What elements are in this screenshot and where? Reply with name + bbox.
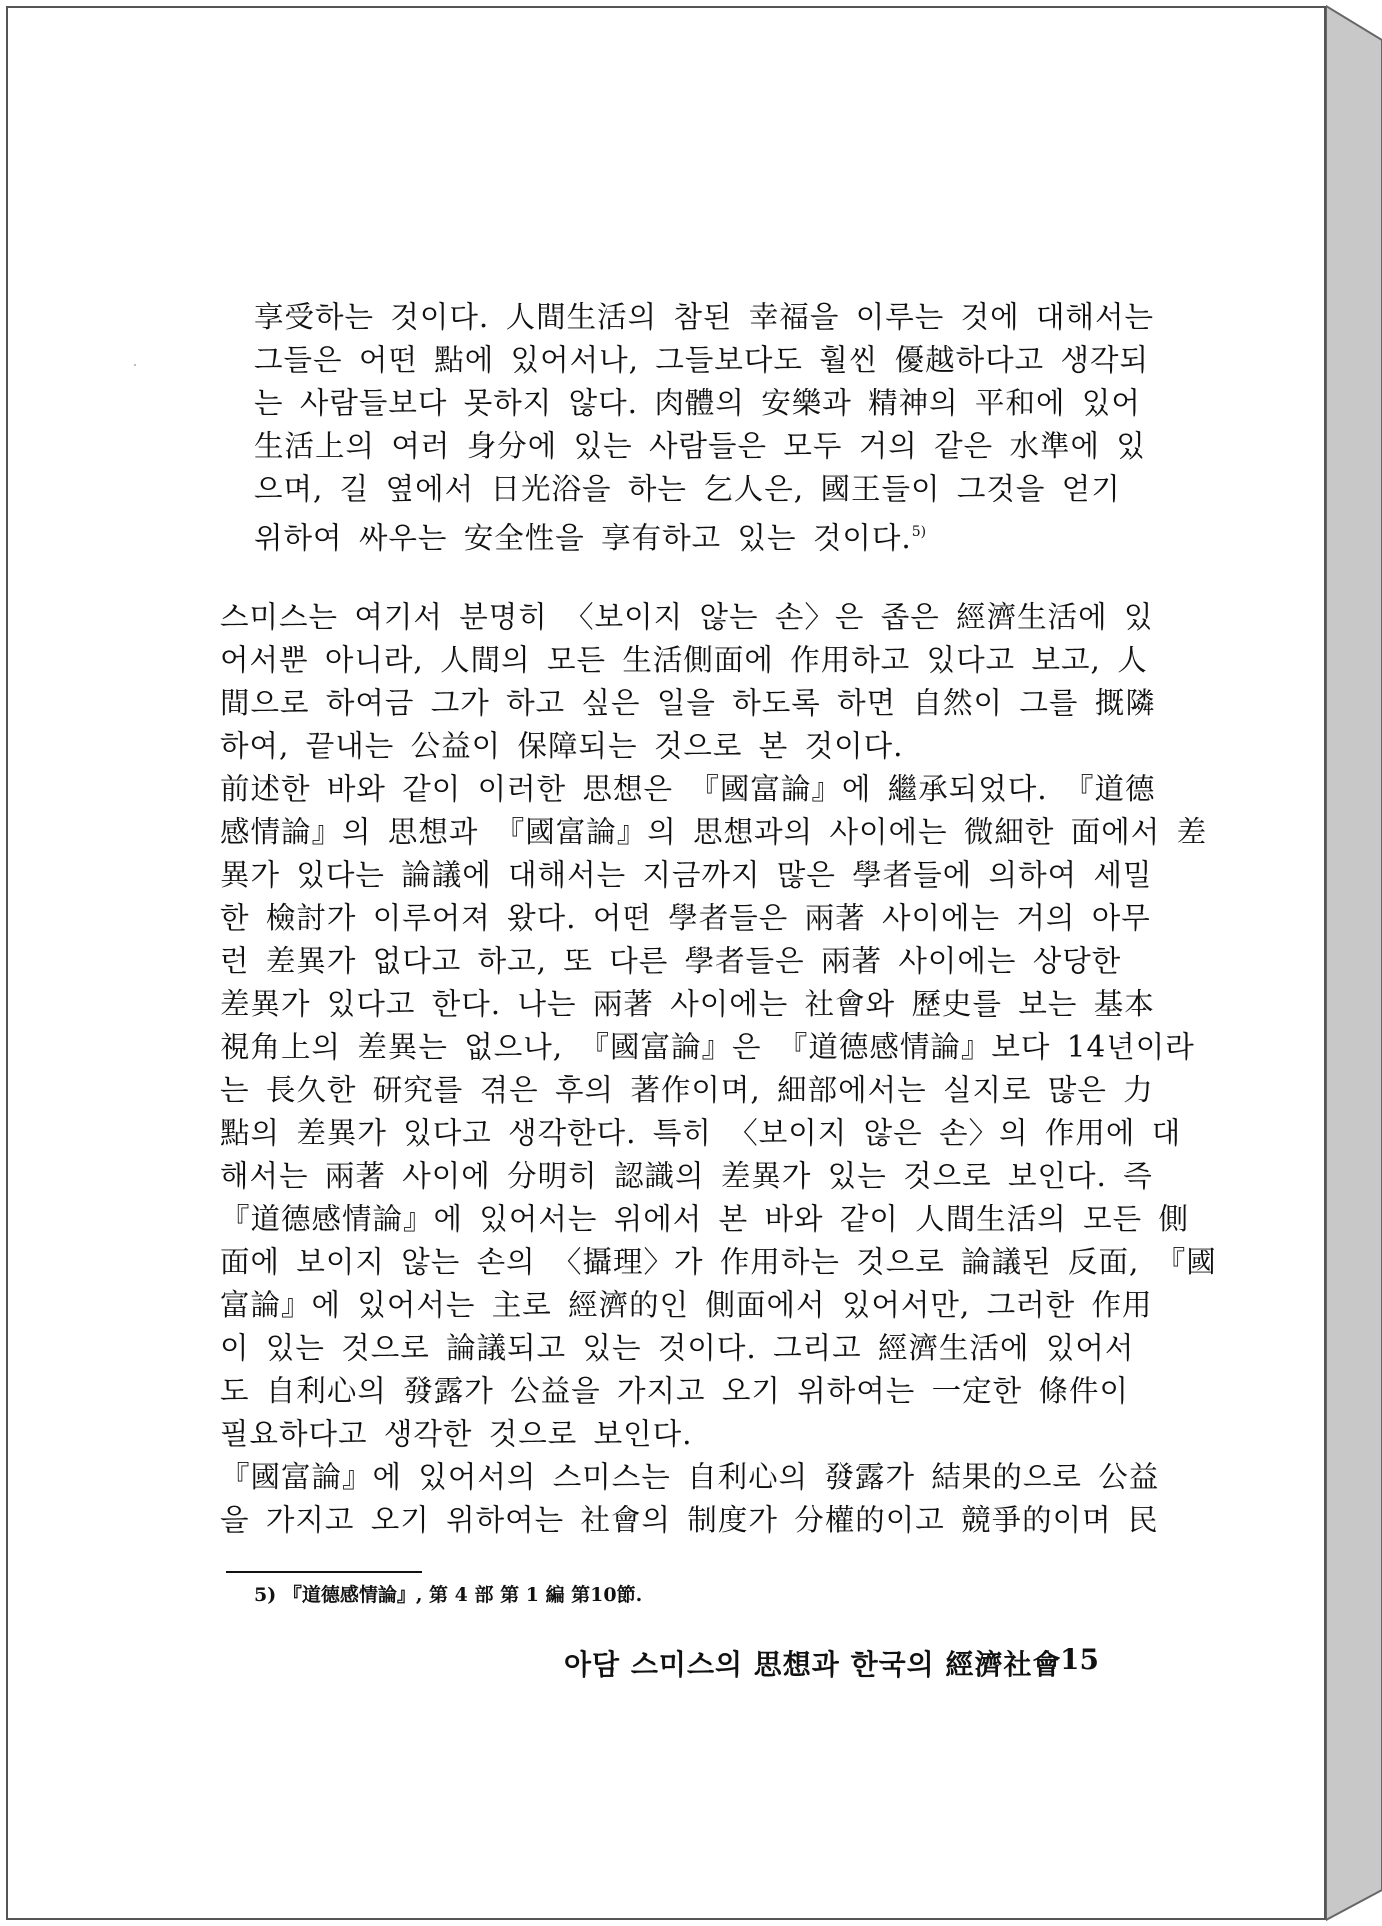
page-edge-shadow — [1326, 0, 1382, 1926]
quote-line: 享受하는 것이다. 人間生活의 참된 幸福을 이루는 것에 대해서는 — [254, 300, 1154, 334]
body-text — [220, 596, 1217, 1542]
quote-line: 그들은 어떤 點에 있어서나, 그들보다도 훨씬 優越하다고 생각되 — [254, 343, 1149, 377]
body-line: 點의 差異가 있다고 생각한다. 특히 〈보이지 않은 손〉의 作用에 대 — [220, 1116, 1182, 1150]
body-line: 하여, 끝내는 公益이 保障되는 것으로 본 것이다. — [220, 729, 904, 763]
body-line: 『國富論』에 있어서의 스미스는 自利心의 發露가 結果的으로 公益 — [220, 1460, 1160, 1494]
body-line: 感情論』의 思想과 『國富論』의 思想과의 사이에는 微細한 面에서 差 — [220, 815, 1208, 849]
footnote-reference[interactable]: 5) — [911, 524, 927, 540]
body-line: 스미스는 여기서 분명히 〈보이지 않는 손〉은 좁은 經濟生活에 있 — [220, 600, 1154, 634]
scan-speck — [134, 364, 136, 366]
body-line: 을 가지고 오기 위하여는 社會의 制度가 分權的이고 競爭的이며 民 — [220, 1503, 1159, 1537]
body-line: 도 自利心의 發露가 公益을 가지고 오기 위하여는 一定한 條件이 — [220, 1374, 1129, 1408]
body-line: 이 있는 것으로 論議되고 있는 것이다. 그리고 經濟生活에 있어서 — [220, 1331, 1135, 1365]
quote-line-last — [254, 511, 1096, 554]
document-page — [6, 6, 1326, 1920]
body-line: 『道德感情論』에 있어서는 위에서 본 바와 같이 人間生活의 모든 側 — [220, 1202, 1189, 1236]
body-line: 前述한 바와 같이 이러한 思想은 『國富論』에 繼承되었다. 『道德 — [220, 772, 1156, 806]
quote-line: 生活上의 여러 身分에 있는 사람들은 모두 거의 같은 水準에 있 — [254, 429, 1146, 463]
body-line: 필요하다고 생각한 것으로 보인다. — [220, 1417, 693, 1451]
quote-line-text: 위하여 싸우는 安全性을 享有하고 있는 것이다. — [254, 521, 912, 555]
block-quote — [254, 296, 1154, 555]
body-line: 異가 있다는 論議에 대해서는 지금까지 많은 學者들에 의하여 세밀 — [220, 858, 1153, 892]
body-line: 間으로 하여금 그가 하고 싶은 일을 하도록 하면 自然이 그를 摡隣 — [220, 686, 1156, 720]
body-line: 한 檢討가 이루어져 왔다. 어떤 學者들은 兩著 사이에는 거의 아무 — [220, 901, 1151, 935]
body-line: 는 長久한 研究를 겪은 후의 著作이며, 細部에서는 실지로 많은 力 — [220, 1073, 1154, 1107]
body-line: 差異가 있다고 한다. 나는 兩著 사이에는 社會와 歷史를 보는 基本 — [220, 987, 1155, 1021]
quote-line: 으며, 길 옆에서 日光浴을 하는 乞人은, 國王들이 그것을 얻기 — [254, 472, 1121, 506]
body-line: 面에 보이지 않는 손의 〈攝理〉가 作用하는 것으로 論議된 反面, 『國 — [220, 1245, 1217, 1279]
body-line: 해서는 兩著 사이에 分明히 認識의 差異가 있는 것으로 보인다. 즉 — [220, 1159, 1153, 1193]
footnote-divider — [226, 1571, 422, 1573]
running-title: 아담 스미스의 思想과 한국의 經濟社會 — [564, 1648, 1062, 1681]
footnote: 5) 『道德感情論』, 第 4 部 第 1 編 第10節. — [254, 1584, 643, 1606]
body-line: 視角上의 差異는 없으나, 『國富論』은 『道德感情論』보다 14년이라 — [220, 1030, 1195, 1064]
body-line: 런 差異가 없다고 하고, 또 다른 學者들은 兩著 사이에는 상당한 — [220, 944, 1122, 978]
quote-line: 는 사람들보다 못하지 않다. 肉體의 安樂과 精神의 平和에 있어 — [254, 386, 1141, 420]
page-number: 15 — [1060, 1643, 1099, 1676]
body-line: 富論』에 있어서는 主로 經濟的인 側面에서 있어서만, 그러한 作用 — [220, 1288, 1153, 1322]
body-line: 어서뿐 아니라, 人間의 모든 生活側面에 作用하고 있다고 보고, 人 — [220, 643, 1148, 677]
